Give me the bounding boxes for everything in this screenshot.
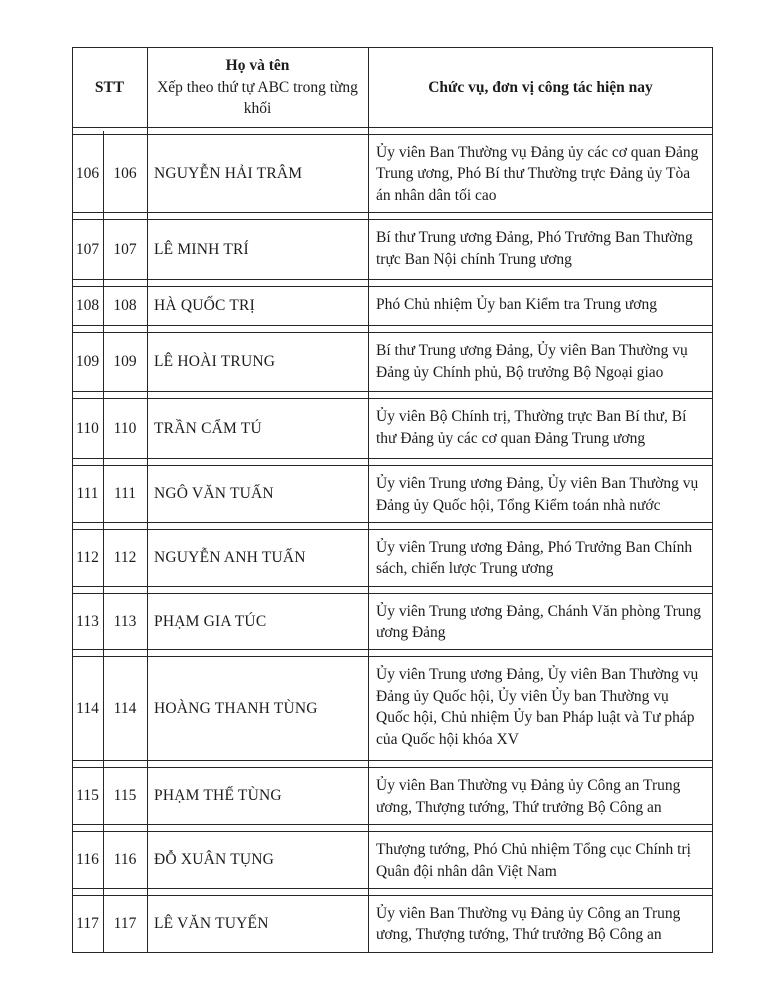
cell-name: PHẠM THẾ TÙNG [154, 787, 282, 805]
table-left-border [72, 47, 73, 953]
cell-stt-primary: 114 [76, 699, 99, 717]
cell-position: Phó Chủ nhiệm Ủy ban Kiểm tra Trung ương [376, 296, 657, 314]
cell-name: LÊ HOÀI TRUNG [154, 353, 276, 371]
cell-name: NGUYỄN ANH TUẤN [154, 548, 306, 566]
stt-subcolumn-divider [103, 131, 104, 953]
cell-stt-primary: 108 [75, 297, 100, 315]
cell-position: Ủy viên Ban Thường vụ Đảng ủy Công an Trung ương, Thượng tướng, Thứ trưởng Bộ Công an [376, 777, 681, 816]
cell-name: HÀ QUỐC TRỊ [154, 297, 255, 315]
table-body [72, 134, 713, 953]
cell-stt-secondary: 107 [113, 240, 137, 258]
header-position-label: Chức vụ, đơn vị công tác hiện nay [428, 78, 653, 96]
table-row [72, 895, 713, 953]
cell-stt-primary: 115 [76, 787, 99, 805]
cell-stt-secondary: 111 [113, 485, 137, 502]
table-row [72, 656, 713, 761]
cell-stt-secondary: 112 [113, 548, 137, 566]
table-header-row [72, 47, 713, 128]
table-row [72, 286, 713, 326]
cell-stt-primary: 111 [76, 485, 99, 502]
table-row [72, 593, 713, 651]
stt-name-divider [147, 47, 148, 953]
cell-name: NGÔ VĂN TUẤN [154, 485, 274, 502]
cell-stt-secondary: 116 [113, 851, 137, 868]
cell-stt-secondary: 106 [113, 164, 137, 182]
cell-position: Ủy viên Trung ương Đảng, Ủy viên Ban Thường vụ Đảng ủy Quốc hội, Ủy viên Ủy ban Thường vụ Quốc hội, Chủ nhiệm Ủy ban Pháp luật và Tư pháp của Quốc hội khóa XV [376, 666, 699, 748]
cell-stt-primary: 107 [75, 240, 100, 258]
table-row [72, 767, 713, 825]
name-position-divider [368, 47, 369, 953]
officials-table [72, 47, 713, 953]
header-cell-name [147, 48, 368, 127]
cell-name: NGUYỄN HẢI TRÂM [154, 164, 303, 182]
cell-name: ĐỖ XUÂN TỤNG [154, 851, 275, 868]
cell-stt-primary: 106 [75, 164, 100, 182]
cell-name: PHẠM GIA TÚC [154, 612, 267, 630]
cell-position: Ủy viên Ban Thường vụ Đảng ủy Công an Trung ương, Thượng tướng, Thứ trưởng Bộ Công an [376, 904, 681, 944]
cell-stt-secondary: 110 [113, 419, 137, 437]
cell-stt-secondary: 115 [113, 787, 137, 805]
table-row [72, 219, 713, 280]
header-name-subtitle: Xếp theo thứ tự ABC trong từng khối [157, 78, 358, 117]
cell-position: Ủy viên Trung ương Đảng, Phó Trưởng Ban Chính sách, chiến lược Trung ương [376, 538, 693, 578]
table-row [72, 332, 713, 392]
cell-position: Ủy viên Bộ Chính trị, Thường trực Ban Bí thư, Bí thư Đảng ủy các cơ quan Đảng Trung ương [376, 408, 687, 447]
header-cell-stt [72, 48, 147, 127]
cell-stt-primary: 116 [76, 851, 99, 868]
cell-stt-secondary: 114 [113, 699, 137, 717]
table-row [72, 134, 713, 213]
table-row [72, 529, 713, 587]
cell-stt-secondary: 117 [113, 914, 137, 932]
cell-name: TRẦN CẨM TÚ [154, 419, 262, 437]
cell-position: Ủy viên Trung ương Đảng, Chánh Văn phòng Trung ương Đảng [376, 602, 702, 641]
cell-name: HOÀNG THANH TÙNG [154, 699, 318, 717]
cell-position: Ủy viên Trung ương Đảng, Ủy viên Ban Thường vụ Đảng ủy Quốc hội, Tổng Kiểm toán nhà nước [376, 475, 699, 514]
cell-stt-primary: 110 [76, 419, 99, 437]
cell-stt-primary: 113 [76, 612, 99, 630]
table-row [72, 465, 713, 523]
table-row [72, 831, 713, 889]
cell-position: Ủy viên Ban Thường vụ Đảng ủy các cơ quan Đảng Trung ương, Phó Bí thư Thường trực Đảng ủy Tòa án nhân dân tối cao [376, 144, 699, 204]
header-name-title: Họ và tên [225, 57, 290, 75]
cell-position: Bí thư Trung ương Đảng, Ủy viên Ban Thường vụ Đảng ủy Chính phủ, Bộ trưởng Bộ Ngoại giao [376, 342, 688, 381]
cell-name: LÊ VĂN TUYẾN [154, 914, 269, 932]
header-stt-label: STT [94, 78, 125, 96]
cell-position: Bí thư Trung ương Đảng, Phó Trưởng Ban Thường trực Ban Nội chính Trung ương [376, 229, 693, 268]
table-row [72, 398, 713, 459]
table-right-border [712, 47, 713, 953]
cell-name: LÊ MINH TRÍ [154, 240, 249, 258]
cell-stt-primary: 117 [76, 914, 99, 932]
cell-position: Thượng tướng, Phó Chủ nhiệm Tổng cục Chính trị Quân đội nhân dân Việt Nam [376, 841, 691, 880]
cell-stt-secondary: 113 [113, 612, 137, 630]
cell-stt-secondary: 109 [113, 353, 137, 371]
header-cell-position [368, 48, 713, 127]
cell-stt-primary: 109 [75, 353, 100, 371]
cell-stt-secondary: 108 [113, 297, 137, 315]
cell-stt-primary: 112 [76, 548, 99, 566]
